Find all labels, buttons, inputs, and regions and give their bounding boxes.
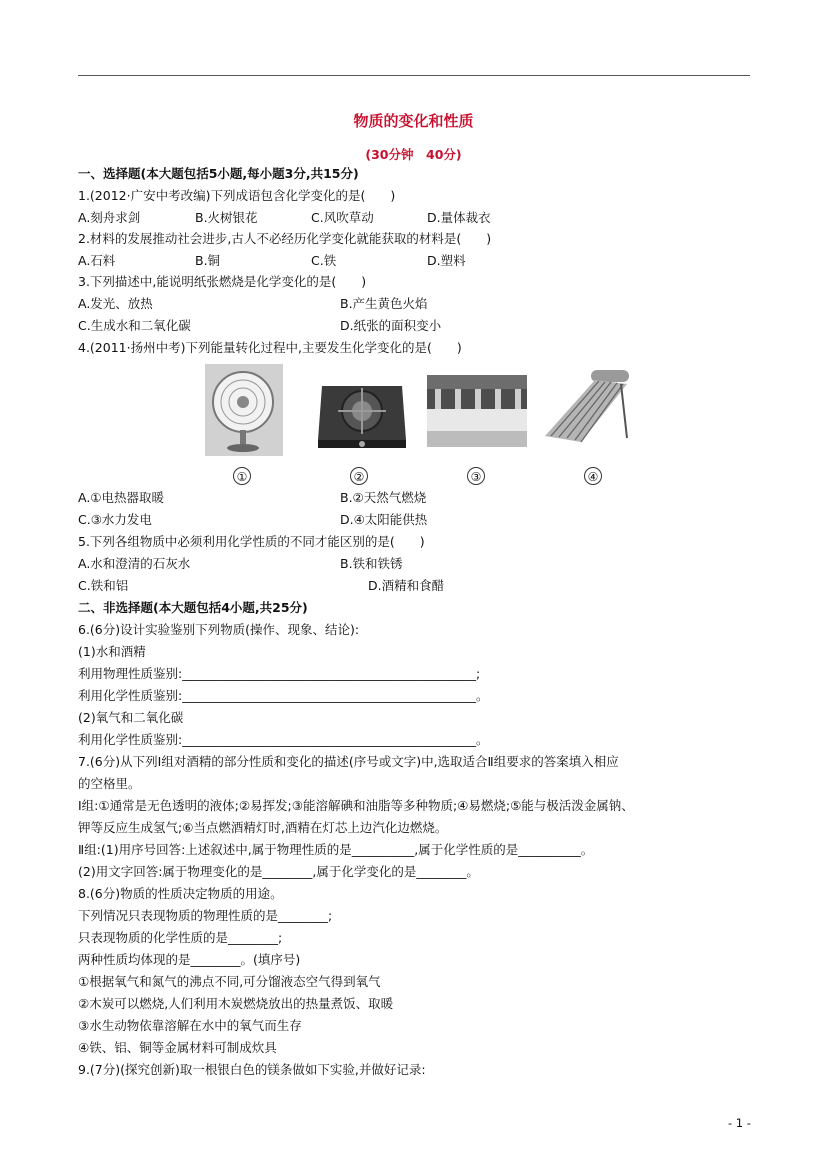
q7-group-2-part-2: (2)用文字回答:属于物理变化的是________,属于化学变化的是________。 bbox=[78, 864, 479, 879]
q2-option-a: A.石料 bbox=[78, 253, 116, 268]
q7-stem-line-2: 的空格里。 bbox=[78, 776, 141, 791]
q7-stem-line-1: 7.(6分)从下列Ⅰ组对酒精的部分性质和变化的描述(序号或文字)中,选取适合Ⅱ组要求的答案填入相应 bbox=[78, 754, 619, 769]
q5-option-a: A.水和澄清的石灰水 bbox=[78, 556, 191, 571]
q4-option-a: A.①电热器取暖 bbox=[78, 490, 165, 505]
q8-item-4: ④铁、铝、铜等金属材料可制成炊具 bbox=[78, 1040, 277, 1055]
q6-blank-chemical-2: 利用化学性质鉴别:_______________________________________________。 bbox=[78, 732, 489, 747]
section-2-heading: 二、非选择题(本大题包括4小题,共25分) bbox=[78, 600, 308, 615]
q8-item-2: ②木炭可以燃烧,人们利用木炭燃烧放出的热量煮饭、取暖 bbox=[78, 996, 394, 1011]
q8-blank-chemical: 只表现物质的化学性质的是________; bbox=[78, 930, 283, 945]
page-subtitle: (30分钟 40分) bbox=[365, 147, 462, 162]
q1-option-d: D.量体裁衣 bbox=[427, 210, 491, 225]
section-1-heading: 一、选择题(本大题包括5小题,每小题3分,共15分) bbox=[78, 166, 359, 181]
q8-item-3: ③水生动物依靠溶解在水中的氧气而生存 bbox=[78, 1018, 302, 1033]
q4-option-c: C.③水力发电 bbox=[78, 512, 152, 527]
figure-label-3: ③ bbox=[467, 467, 485, 485]
q3-stem: 3.下列描述中,能说明纸张燃烧是化学变化的是( ) bbox=[78, 274, 367, 289]
q6-blank-physical: 利用物理性质鉴别:_______________________________________________; bbox=[78, 666, 481, 681]
q3-option-a: A.发光、放热 bbox=[78, 296, 153, 311]
q6-blank-chemical-1: 利用化学性质鉴别:_______________________________________________。 bbox=[78, 688, 489, 703]
electric-heater-image bbox=[205, 364, 283, 456]
q1-option-b: B.火树银花 bbox=[195, 210, 258, 225]
q3-option-b: B.产生黄色火焰 bbox=[340, 296, 428, 311]
q8-stem: 8.(6分)物质的性质决定物质的用途。 bbox=[78, 886, 283, 901]
q2-option-d: D.塑料 bbox=[427, 253, 466, 268]
q6-stem: 6.(6分)设计实验鉴别下列物质(操作、现象、结论): bbox=[78, 622, 360, 637]
q5-option-b: B.铁和铁锈 bbox=[340, 556, 403, 571]
q7-group-1-line-1: Ⅰ组:①通常是无色透明的液体;②易挥发;③能溶解碘和油脂等多种物质;④易燃烧;⑤能与极活泼金属钠、 bbox=[78, 798, 634, 813]
header-rule bbox=[78, 75, 750, 76]
q6-part-1: (1)水和酒精 bbox=[78, 644, 146, 659]
gas-stove-image bbox=[316, 368, 408, 453]
page-number: - 1 - bbox=[728, 1116, 751, 1130]
q1-stem: 1.(2012·广安中考改编)下列成语包含化学变化的是( ) bbox=[78, 188, 396, 203]
figure-label-1: ① bbox=[233, 467, 251, 485]
q6-part-2: (2)氧气和二氧化碳 bbox=[78, 710, 184, 725]
q2-stem: 2.材料的发展推动社会进步,古人不必经历化学变化就能获取的材料是( ) bbox=[78, 231, 492, 246]
q1-option-a: A.刻舟求剑 bbox=[78, 210, 141, 225]
q4-option-d: D.④太阳能供热 bbox=[340, 512, 428, 527]
solar-water-heater-image bbox=[541, 366, 633, 446]
q3-option-d: D.纸张的面积变小 bbox=[340, 318, 442, 333]
q1-option-c: C.风吹草动 bbox=[311, 210, 374, 225]
page-title: 物质的变化和性质 bbox=[353, 112, 474, 130]
q2-option-c: C.铁 bbox=[311, 253, 337, 268]
q5-stem: 5.下列各组物质中必须利用化学性质的不同才能区别的是( ) bbox=[78, 534, 425, 549]
q7-group-2-part-1: Ⅱ组:(1)用序号回答:上述叙述中,属于物理性质的是__________,属于化学性质的是__________。 bbox=[78, 842, 594, 857]
q4-stem: 4.(2011·扬州中考)下列能量转化过程中,主要发生化学变化的是( ) bbox=[78, 340, 462, 355]
q8-blank-physical: 下列情况只表现物质的物理性质的是________; bbox=[78, 908, 333, 923]
figure-label-2: ② bbox=[350, 467, 368, 485]
q3-option-c: C.生成水和二氧化碳 bbox=[78, 318, 191, 333]
q8-item-1: ①根据氧气和氮气的沸点不同,可分馏液态空气得到氧气 bbox=[78, 974, 381, 989]
q2-option-b: B.铜 bbox=[195, 253, 221, 268]
q7-group-1-line-2: 钾等反应生成氢气;⑥当点燃酒精灯时,酒精在灯芯上边汽化边燃烧。 bbox=[78, 820, 448, 835]
q5-option-c: C.铁和铝 bbox=[78, 578, 129, 593]
q9-stem: 9.(7分)(探究创新)取一根银白色的镁条做如下实验,并做好记录: bbox=[78, 1062, 426, 1077]
q8-blank-both: 两种性质均体现的是________。(填序号) bbox=[78, 952, 301, 967]
figure-label-4: ④ bbox=[584, 467, 602, 485]
q4-option-b: B.②天然气燃烧 bbox=[340, 490, 427, 505]
q5-option-d: D.酒精和食醋 bbox=[368, 578, 445, 593]
hydropower-dam-image bbox=[427, 375, 527, 447]
